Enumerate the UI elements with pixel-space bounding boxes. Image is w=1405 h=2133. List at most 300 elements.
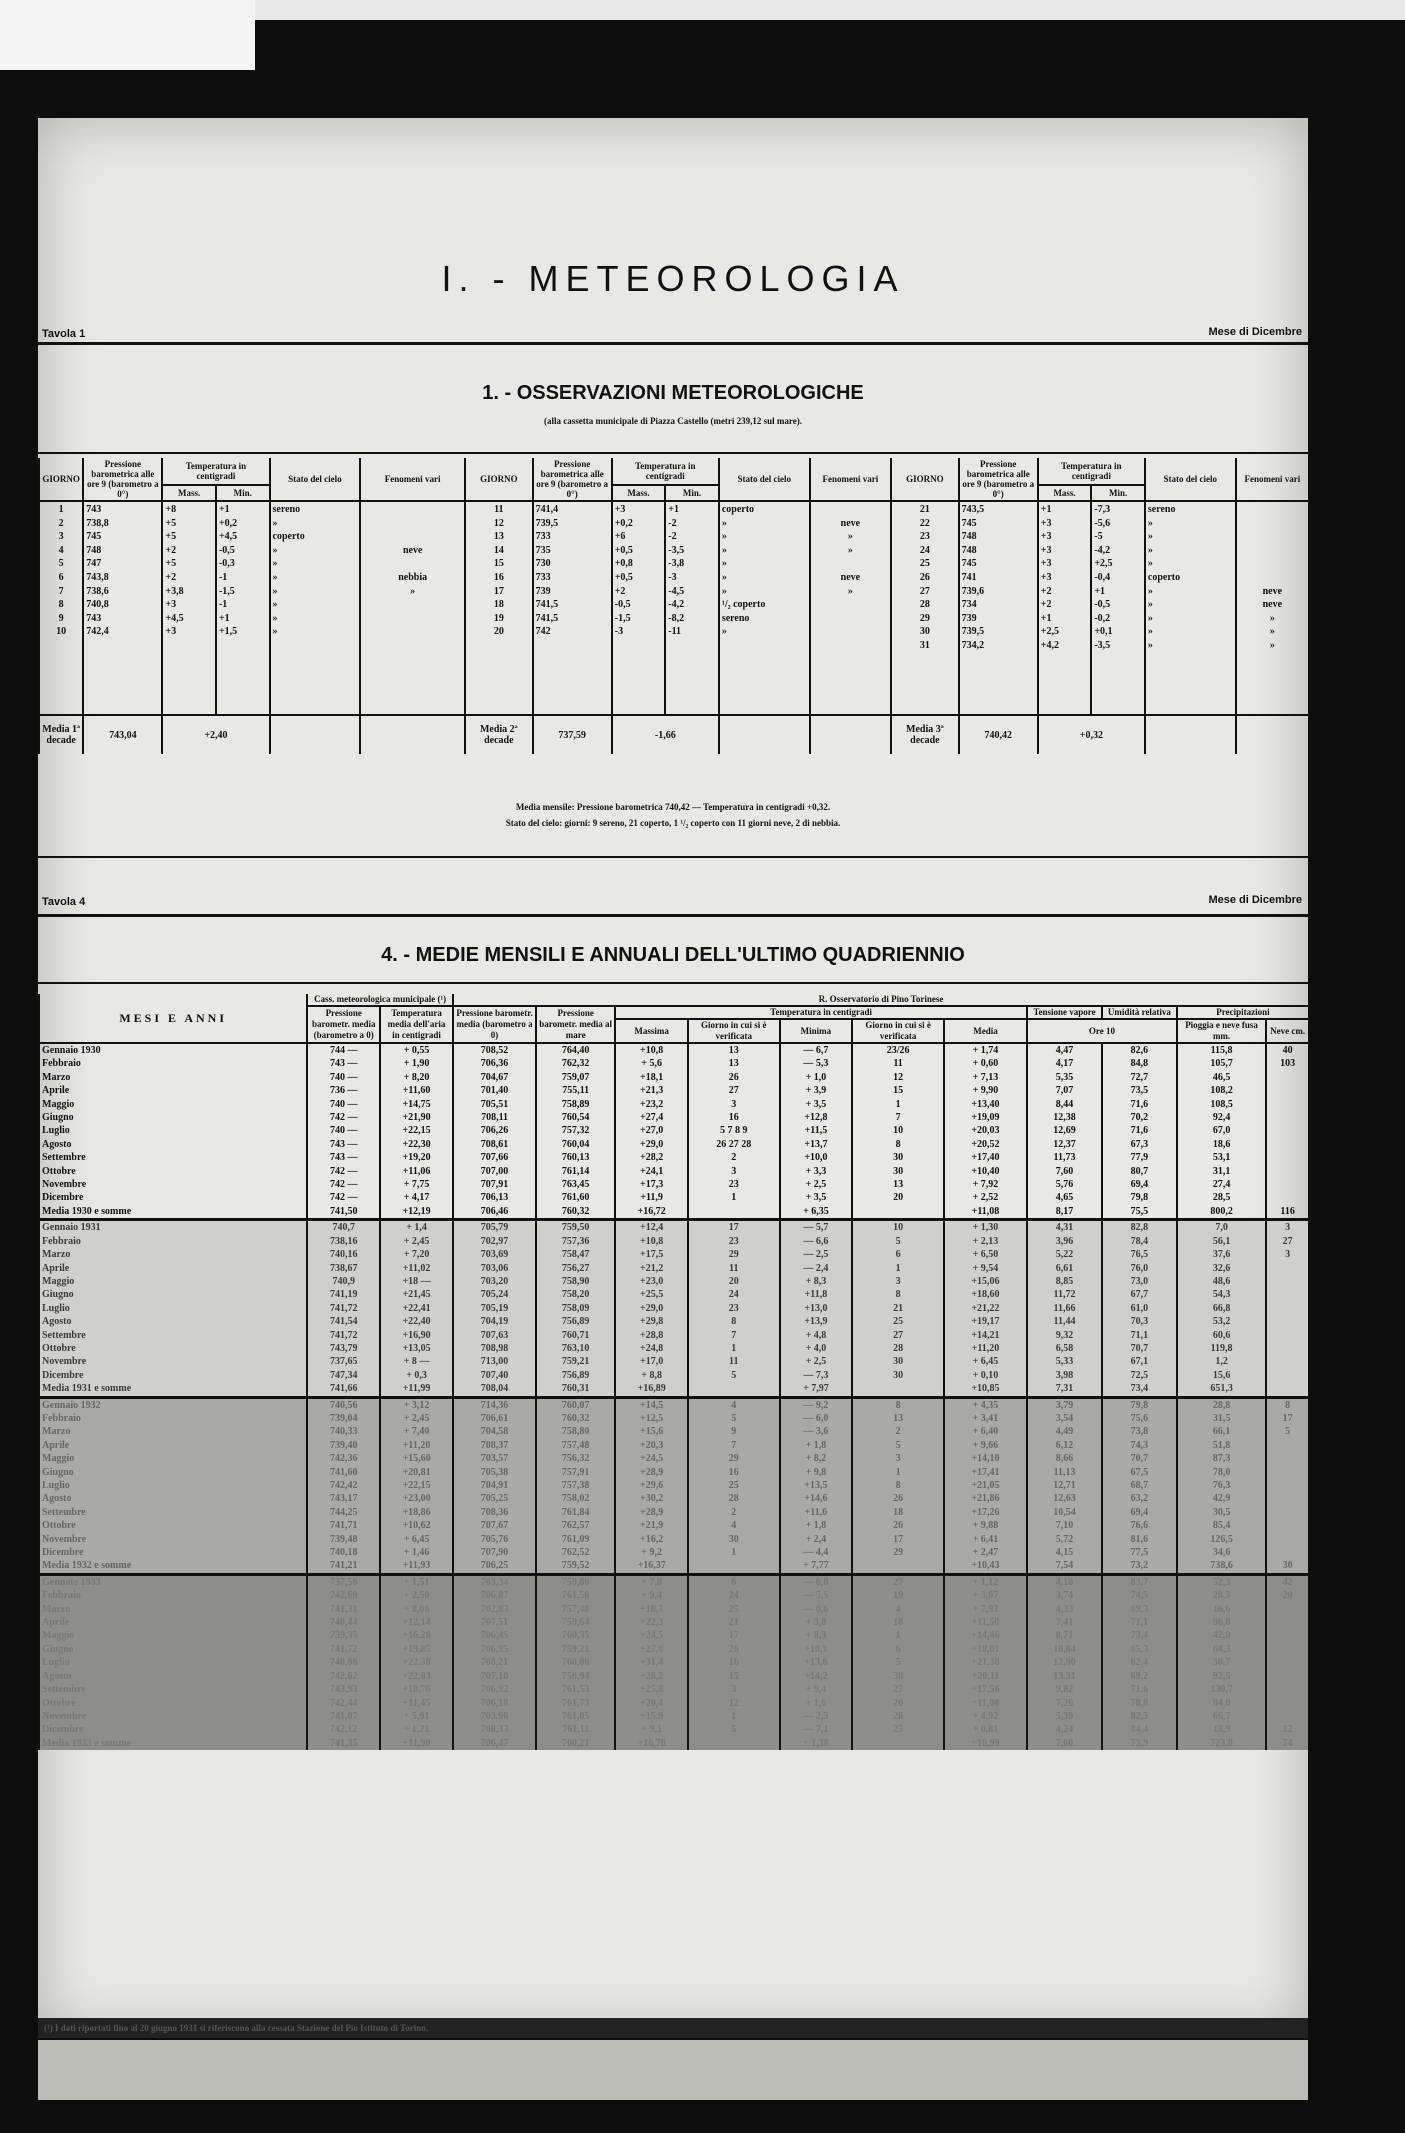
table-cell: 4 — [852, 1603, 944, 1616]
table-cell: 759,21 — [536, 1643, 615, 1656]
table-cell: 53,1 — [1177, 1151, 1266, 1164]
table-cell: 87,3 — [1177, 1452, 1266, 1465]
table-cell: 706,18 — [453, 1697, 536, 1710]
table-cell — [1266, 1138, 1308, 1151]
table-cell — [1266, 1124, 1308, 1137]
table-cell: 26 — [852, 1519, 944, 1532]
table-cell: 707,66 — [453, 1151, 536, 1164]
table-cell: +13,40 — [944, 1098, 1027, 1111]
table-cell: 16 — [688, 1656, 780, 1669]
table-cell: 2 — [688, 1506, 780, 1519]
table-cell: 761,09 — [536, 1533, 615, 1546]
decade-1-min: +1 +0,2 +4,5 -0,5 -0,3 -1 -1,5 -1 +1 +1,5 — [216, 501, 270, 715]
decade-3-stato: sereno » » » » coperto » » » » » — [1145, 501, 1236, 715]
table-cell: 96,8 — [1177, 1616, 1266, 1629]
table-cell: 761,84 — [536, 1506, 615, 1519]
table-cell: 5,33 — [1027, 1355, 1102, 1368]
col-press-mare: Pressione barometr. media al mare — [536, 1006, 615, 1043]
table-cell: 12,38 — [1027, 1111, 1102, 1124]
col-fenomeni: Fenomeni vari — [360, 458, 465, 501]
table-cell: 28 — [852, 1710, 944, 1723]
table-cell: +21,90 — [380, 1111, 453, 1124]
table-cell: 11 — [688, 1355, 780, 1368]
col-giorno-min: Giorno in cui si è verificata — [852, 1019, 944, 1043]
table-cell: 9,32 — [1027, 1329, 1102, 1342]
table-cell: + 0,3 — [380, 1369, 453, 1382]
table-row — [39, 1057, 1308, 1070]
table-cell: + 7,75 — [380, 1178, 453, 1191]
table-cell: +11,20 — [380, 1439, 453, 1452]
row-label: Settembre — [39, 1151, 307, 1164]
table-cell — [1266, 1329, 1308, 1342]
table-cell: 800,2 — [1177, 1205, 1266, 1220]
table-cell: 738,16 — [307, 1235, 380, 1248]
table-cell: 7 — [852, 1111, 944, 1124]
table-cell: 15 — [852, 1084, 944, 1097]
table-cell: 707,10 — [453, 1670, 536, 1683]
table-cell: 73,0 — [1102, 1275, 1177, 1288]
table-cell: 1 — [852, 1466, 944, 1479]
table-cell: 740,56 — [307, 1397, 380, 1412]
table-cell: 11,44 — [1027, 1315, 1102, 1328]
table-cell: 16,6 — [1177, 1603, 1266, 1616]
table-cell: +11,60 — [380, 1084, 453, 1097]
table-cell: 71,6 — [1102, 1683, 1177, 1696]
row-label: Febbraio — [39, 1057, 307, 1070]
table-cell: 741,60 — [307, 1466, 380, 1479]
table-cell: 758,02 — [536, 1492, 615, 1505]
row-label: Ottobre — [39, 1519, 307, 1532]
table-cell: 8 — [688, 1315, 780, 1328]
table-cell: 78,0 — [1177, 1466, 1266, 1479]
table-cell: 742 — — [307, 1191, 380, 1204]
table-cell: +16,70 — [615, 1737, 688, 1750]
table-row — [39, 1439, 1308, 1452]
row-label: Media 1932 e somme — [39, 1559, 307, 1574]
col-fenomeni: Fenomeni vari — [810, 458, 891, 501]
table-cell: 2 — [852, 1425, 944, 1438]
table-cell — [1266, 1479, 1308, 1492]
decade-data-row — [39, 501, 1308, 715]
table-cell: +18,7 — [615, 1603, 688, 1616]
table-cell: +24,8 — [615, 1342, 688, 1355]
table-cell: + 7,97 — [780, 1382, 853, 1397]
table-cell: 760,07 — [536, 1397, 615, 1412]
table-cell: +20,3 — [615, 1439, 688, 1452]
table-cell: 79,8 — [1102, 1191, 1177, 1204]
table-cell: +13,9 — [780, 1315, 853, 1328]
table-cell: + 3,5 — [780, 1191, 853, 1204]
col-press-oss: Pressione barometr. media (barometro a 0) — [453, 1006, 536, 1043]
col-giorno: GIORNO — [39, 458, 83, 501]
table-cell: 12,90 — [1027, 1656, 1102, 1669]
col-giorno: GIORNO — [465, 458, 533, 501]
table-cell: + 7,8 — [615, 1574, 688, 1589]
table-cell: 741,54 — [307, 1315, 380, 1328]
table-cell: 17 — [688, 1629, 780, 1642]
table-cell: 758,90 — [536, 1275, 615, 1288]
table-cell: 5,76 — [1027, 1178, 1102, 1191]
table-cell: + 4,92 — [944, 1710, 1027, 1723]
table-cell: 759,50 — [536, 1220, 615, 1235]
table-cell — [1266, 1683, 1308, 1696]
table-cell: + 2,52 — [944, 1191, 1027, 1204]
table-cell: 53,2 — [1177, 1315, 1266, 1328]
table-cell: +19,20 — [380, 1151, 453, 1164]
table-cell: +10,62 — [380, 1519, 453, 1532]
table-cell: 744 — — [307, 1043, 380, 1057]
table-cell: 6 — [688, 1574, 780, 1589]
table-row — [39, 1643, 1308, 1656]
row-label: Ottobre — [39, 1342, 307, 1355]
table-cell: 18 — [852, 1616, 944, 1629]
table-cell — [1266, 1369, 1308, 1382]
table-cell: +14,10 — [944, 1452, 1027, 1465]
table-cell: 42,0 — [1177, 1629, 1266, 1642]
media-3-pressione: 740,42 — [959, 715, 1038, 754]
table-cell: 3,74 — [1027, 1589, 1102, 1602]
table-cell: + 5,6 — [615, 1057, 688, 1070]
table-cell: +10,85 — [944, 1382, 1027, 1397]
table-row — [39, 1397, 1308, 1412]
table-cell: 739,35 — [307, 1629, 380, 1642]
table-cell: 8 — [852, 1397, 944, 1412]
table-cell: 742,36 — [307, 1452, 380, 1465]
table-row — [39, 1559, 1308, 1574]
row-label: Gennaio 1933 — [39, 1574, 307, 1589]
table-cell — [1266, 1670, 1308, 1683]
table-cell: +21,22 — [944, 1302, 1027, 1315]
table-cell: +27,4 — [615, 1111, 688, 1124]
table-cell: 705,24 — [453, 1288, 536, 1301]
table-row — [39, 1355, 1308, 1368]
table-cell: 7,60 — [1027, 1737, 1102, 1750]
table-cell: 706,25 — [453, 1559, 536, 1574]
table-cell: +28,2 — [615, 1670, 688, 1683]
table-cell: 707,00 — [453, 1165, 536, 1178]
table-cell: 18,6 — [1177, 1138, 1266, 1151]
table-cell: 4,49 — [1027, 1425, 1102, 1438]
table-row — [39, 1165, 1308, 1178]
row-label: Luglio — [39, 1302, 307, 1315]
table-cell: 758,80 — [536, 1425, 615, 1438]
table-cell: 702,83 — [453, 1603, 536, 1616]
table-row — [39, 1519, 1308, 1532]
table-cell: + 2,5 — [780, 1355, 853, 1368]
table-cell: +13,7 — [780, 1138, 853, 1151]
table-row — [39, 1697, 1308, 1710]
footnote: (¹) I dati riportati fino al 20 giugno 1931 si riferiscono alla cessata Stazione del Pio Istituto di Torino. — [38, 2018, 1308, 2038]
table-cell: 742 — — [307, 1178, 380, 1191]
table-cell: + 8,8 — [615, 1369, 688, 1382]
table-cell: 27 — [852, 1683, 944, 1696]
table-cell: +12,19 — [380, 1205, 453, 1220]
table-cell: +21,38 — [944, 1656, 1027, 1669]
table-row — [39, 1111, 1308, 1124]
table-cell: 7,10 — [1027, 1519, 1102, 1532]
table-cell: 25 — [852, 1723, 944, 1736]
col-mesi: MESI E ANNI — [39, 994, 307, 1043]
table-row — [39, 1629, 1308, 1642]
table-cell: 10,84 — [1027, 1643, 1102, 1656]
table-row — [39, 1670, 1308, 1683]
table-cell: +28,9 — [615, 1506, 688, 1519]
col-min: Min. — [665, 485, 719, 501]
row-label: Giugno — [39, 1111, 307, 1124]
table-cell: 75,5 — [1102, 1205, 1177, 1220]
row-label: Settembre — [39, 1683, 307, 1696]
table-cell: 13 — [852, 1178, 944, 1191]
table-cell: 7,31 — [1027, 1382, 1102, 1397]
table-cell: 19 — [852, 1589, 944, 1602]
table-cell: 4,17 — [1027, 1057, 1102, 1070]
col-temperatura: Temperatura in centigradi — [1038, 458, 1145, 485]
table-cell: +21,3 — [615, 1084, 688, 1097]
table-cell: + 3,12 — [380, 1397, 453, 1412]
table-cell: 6,61 — [1027, 1262, 1102, 1275]
rule — [38, 452, 1308, 454]
table-cell: 708,52 — [453, 1043, 536, 1057]
decade-media-row — [39, 715, 1308, 754]
table-cell: 4 — [688, 1519, 780, 1532]
table-cell: 4,24 — [1027, 1723, 1102, 1736]
table-cell: 61,0 — [1102, 1302, 1177, 1315]
table-cell: 758,20 — [536, 1288, 615, 1301]
table-cell: 27,4 — [1177, 1178, 1266, 1191]
table-cell: + 1,90 — [380, 1057, 453, 1070]
table-cell: +24,5 — [615, 1452, 688, 1465]
table-cell — [852, 1382, 944, 1397]
table-cell: — 3,6 — [780, 1425, 853, 1438]
table-cell: 4 — [688, 1397, 780, 1412]
table-cell — [688, 1205, 780, 1220]
table-cell: 26 27 28 — [688, 1138, 780, 1151]
table-cell: 3,96 — [1027, 1235, 1102, 1248]
table-cell: 71,1 — [1102, 1616, 1177, 1629]
table-cell: 8 — [852, 1138, 944, 1151]
table-cell: +11,06 — [380, 1165, 453, 1178]
table-cell: + 1,8 — [780, 1519, 853, 1532]
table-cell: 64,3 — [1177, 1643, 1266, 1656]
table-cell — [688, 1737, 780, 1750]
table-cell: 7,41 — [1027, 1616, 1102, 1629]
table-row — [39, 1315, 1308, 1328]
table-cell: 30 — [852, 1165, 944, 1178]
tavola-1-label: Tavola 1 — [42, 328, 86, 340]
table-cell: 20 — [1266, 1589, 1308, 1602]
table-cell: 704,91 — [453, 1479, 536, 1492]
table-cell — [1266, 1382, 1308, 1397]
table-cell: 760,31 — [536, 1382, 615, 1397]
table-cell: 30,7 — [1177, 1656, 1266, 1669]
table-cell: 763,10 — [536, 1342, 615, 1355]
row-label: Marzo — [39, 1603, 307, 1616]
table-cell: + 2,45 — [380, 1235, 453, 1248]
table-cell: +14,2 — [780, 1670, 853, 1683]
table-cell: 76,3 — [1177, 1479, 1266, 1492]
col-massima: Massima — [615, 1019, 688, 1043]
table-cell: 742 — — [307, 1165, 380, 1178]
table-cell: 761,11 — [536, 1723, 615, 1736]
summary-line-1: Media mensile: Pressione barometrica 740,42 — Temperatura in centigradi +0,32. — [515, 802, 831, 812]
table-cell: + 6,45 — [944, 1355, 1027, 1368]
table-cell: 69,4 — [1102, 1178, 1177, 1191]
row-label: Aprile — [39, 1616, 307, 1629]
table-cell: 742,62 — [307, 1670, 380, 1683]
table-cell: 66,7 — [1177, 1710, 1266, 1723]
table-cell: +14,75 — [380, 1098, 453, 1111]
table-cell: 26 — [852, 1492, 944, 1505]
table-cell: 24 — [688, 1589, 780, 1602]
table-cell: +17,26 — [944, 1506, 1027, 1519]
table-cell: 741,72 — [307, 1302, 380, 1315]
table-cell: +11,20 — [944, 1342, 1027, 1355]
table-row — [39, 1466, 1308, 1479]
table-cell: 73,4 — [1102, 1382, 1177, 1397]
table-cell: +11,93 — [380, 1559, 453, 1574]
table-cell: 76,0 — [1102, 1262, 1177, 1275]
table-cell: 78,4 — [1102, 1235, 1177, 1248]
row-label: Media 1931 e somme — [39, 1382, 307, 1397]
table-cell: + 6,41 — [944, 1533, 1027, 1546]
table-cell: +20,4 — [615, 1697, 688, 1710]
decade-2-pressione: 741,4 739,5 733 735 730 733 739 741,5 741,5 742 — [533, 501, 612, 715]
table-row — [39, 1425, 1308, 1438]
table-cell: +16,2 — [615, 1533, 688, 1546]
rule — [38, 914, 1308, 917]
table-cell: 740,7 — [307, 1220, 380, 1235]
media-1-label: Media 1ª decade — [39, 715, 83, 754]
table-cell: 5,22 — [1027, 1248, 1102, 1261]
table-cell: +24,5 — [615, 1629, 688, 1642]
table-cell: 25 — [688, 1603, 780, 1616]
table-cell: 5 — [1266, 1425, 1308, 1438]
table-cell — [1266, 1533, 1308, 1546]
table-cell: 741,50 — [307, 1205, 380, 1220]
table-cell: 25 — [852, 1315, 944, 1328]
table-cell: 739,04 — [307, 1412, 380, 1425]
table-cell: + 1,6 — [780, 1697, 853, 1710]
row-label: Marzo — [39, 1071, 307, 1084]
table-cell — [1266, 1546, 1308, 1559]
table-cell: 762,52 — [536, 1546, 615, 1559]
table-cell: 34,6 — [1177, 1546, 1266, 1559]
table-cell: +22,83 — [380, 1670, 453, 1683]
table-cell: + 7,93 — [944, 1603, 1027, 1616]
row-label: Novembre — [39, 1533, 307, 1546]
table-cell: 23/26 — [852, 1043, 944, 1057]
table-cell: 703,96 — [453, 1710, 536, 1723]
table-cell: 759,86 — [536, 1574, 615, 1589]
table-cell: 71,1 — [1102, 1329, 1177, 1342]
table-cell: 74,5 — [1102, 1589, 1177, 1602]
table-cell: 740,96 — [307, 1656, 380, 1669]
table-row — [39, 1683, 1308, 1696]
table-cell: 8,44 — [1027, 1098, 1102, 1111]
table-cell: +17,56 — [944, 1683, 1027, 1696]
tavola-4-label: Tavola 4 — [42, 896, 86, 908]
table-cell: 703,20 — [453, 1275, 536, 1288]
row-label: Ottobre — [39, 1165, 307, 1178]
table-cell: +17,3 — [615, 1178, 688, 1191]
table-cell: 1 — [688, 1191, 780, 1204]
table-cell: +11,90 — [380, 1737, 453, 1750]
row-label: Agosto — [39, 1138, 307, 1151]
table-cell: +22,15 — [380, 1479, 453, 1492]
table-cell: 5,35 — [1027, 1071, 1102, 1084]
table-cell: + 8,06 — [380, 1603, 453, 1616]
table-cell: 738,67 — [307, 1262, 380, 1275]
table-cell: 46,5 — [1177, 1071, 1266, 1084]
table-cell: + 6,40 — [944, 1425, 1027, 1438]
table-cell: 12 — [1266, 1723, 1308, 1736]
table-cell: 7,26 — [1027, 1697, 1102, 1710]
table-cell: 5 — [852, 1439, 944, 1452]
media-3-label: Media 3ª decade — [891, 715, 959, 754]
row-label: Maggio — [39, 1629, 307, 1642]
table-subheader-row — [39, 485, 1308, 501]
decade-1-fenomeni: neve nebbia » — [360, 501, 465, 715]
table-cell: 29 — [688, 1452, 780, 1465]
table-cell: 103 — [1266, 1057, 1308, 1070]
table-cell: +14,21 — [944, 1329, 1027, 1342]
table-cell: 742,42 — [307, 1479, 380, 1492]
row-label: Aprile — [39, 1439, 307, 1452]
table-cell: + 3,9 — [780, 1084, 853, 1097]
table-cell: 723,8 — [1177, 1737, 1266, 1750]
monthly-averages-table — [38, 994, 1308, 1750]
table-cell: 743 — — [307, 1057, 380, 1070]
table-cell: +11,8 — [780, 1288, 853, 1301]
table-cell: +11,5 — [780, 1124, 853, 1137]
col-mass: Mass. — [162, 485, 216, 501]
row-label: Novembre — [39, 1710, 307, 1723]
table-cell: 707,90 — [453, 1546, 536, 1559]
table-cell: 759,52 — [536, 1559, 615, 1574]
col-press-bar: Pressione barometr. media (barometro a 0) — [307, 1006, 380, 1043]
table-cell: 741,72 — [307, 1643, 380, 1656]
table-cell: 27 — [1266, 1235, 1308, 1248]
table-cell: +20,81 — [380, 1466, 453, 1479]
scan-corner — [0, 0, 255, 70]
table-cell: 8,17 — [1027, 1205, 1102, 1220]
table-cell: 17 — [852, 1533, 944, 1546]
table-cell: 741,31 — [307, 1603, 380, 1616]
section-4-title: 4. - MEDIE MENSILI E ANNUALI DELL'ULTIMO QUADRIENNIO — [381, 944, 965, 966]
table-cell: 85,4 — [1177, 1519, 1266, 1532]
table-cell: +21,9 — [615, 1519, 688, 1532]
col-giorno: GIORNO — [891, 458, 959, 501]
table-cell: — 6,8 — [780, 1574, 853, 1589]
table-cell: — 2,4 — [780, 1262, 853, 1275]
table-cell: 5 — [688, 1369, 780, 1382]
table-cell: 3 — [688, 1683, 780, 1696]
table-cell: + 9,8 — [780, 1466, 853, 1479]
table-cell: 71,6 — [1102, 1098, 1177, 1111]
row-label: Giugno — [39, 1643, 307, 1656]
table-cell: 70,2 — [1102, 1111, 1177, 1124]
decade-2-giorni: 11 12 13 14 15 16 17 18 19 20 — [465, 501, 533, 715]
table-cell — [1266, 1629, 1308, 1642]
mese-label-1: Mese di Dicembre — [1208, 326, 1302, 338]
table-cell — [1266, 1084, 1308, 1097]
table-cell: 7,0 — [1177, 1220, 1266, 1235]
table-cell: 8,85 — [1027, 1275, 1102, 1288]
table-cell: 740,44 — [307, 1616, 380, 1629]
table-cell: 705,38 — [453, 1466, 536, 1479]
col-pressione: Pressione barometrica alle ore 9 (barometro a 0°) — [959, 458, 1038, 501]
table-cell: 738,6 — [1177, 1559, 1266, 1574]
